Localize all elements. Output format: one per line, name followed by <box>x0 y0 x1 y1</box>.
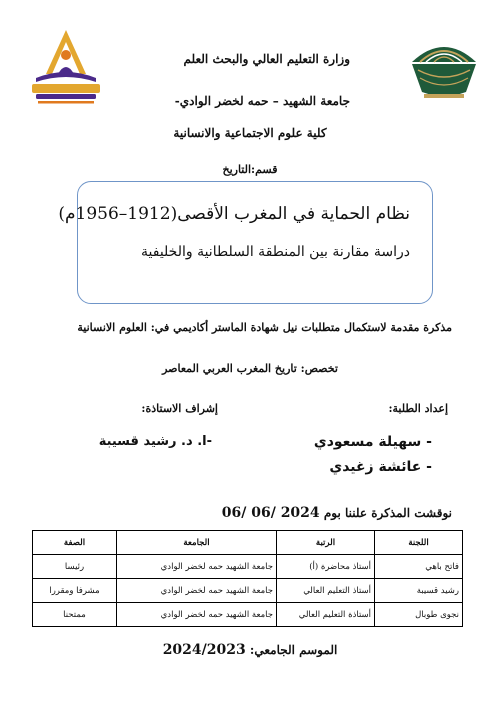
committee-table <box>32 530 463 627</box>
defense-date: 2024 /06 /06 <box>221 505 320 521</box>
member-rank: أستاذة التعليم العالي <box>277 603 375 627</box>
table-row <box>33 555 463 579</box>
thesis-title: نظام الحماية في المغرب الأقصى(1912–1956م) <box>58 204 410 224</box>
faculty-logo <box>18 22 114 106</box>
university-name: جامعة الشهيد – حمه لخضر الوادي- <box>174 94 350 108</box>
students-label: إعداد الطلبة: <box>388 402 448 415</box>
member-name: نجوى طوبال <box>375 603 463 627</box>
defense-text: نوقشت المذكرة علننا بوم <box>323 506 452 520</box>
memo-statement: مذكرة مقدمة لاستكمال متطلبات نيل شهادة الماستر أكاديمي في: العلوم الانسانية <box>77 321 452 334</box>
member-name: فاتح باهي <box>375 555 463 579</box>
column-header: الرتبة <box>277 531 375 555</box>
column-header: الصفة <box>33 531 117 555</box>
university-logo <box>404 26 484 106</box>
academic-year-label: الموسم الجامعي: <box>249 643 338 657</box>
member-rank: أستاذ محاضرة (أ) <box>277 555 375 579</box>
thesis-title-box <box>58 181 433 304</box>
university-logo-graphic <box>404 26 484 106</box>
column-header: الجامعة <box>117 531 277 555</box>
table-row <box>33 579 463 603</box>
member-role: ممتحنا <box>33 603 117 627</box>
academic-year-value: 2024/2023 <box>162 642 246 658</box>
table-row <box>33 603 463 627</box>
ministry-name: وزارة التعليم العالي والبحث العلم <box>183 52 350 66</box>
student-name: - عائشة زغيدي <box>329 459 432 475</box>
column-header: اللجنة <box>375 531 463 555</box>
member-role: مشرفا ومقررا <box>33 579 117 603</box>
department-name: قسم:التاريخ <box>222 163 278 176</box>
faculty-logo-graphic <box>18 22 114 106</box>
thesis-subtitle: دراسة مقارنة بين المنطقة السلطانية والخليفية <box>141 244 410 260</box>
member-rank: أستاذ التعليم العالي <box>277 579 375 603</box>
member-role: رئيسا <box>33 555 117 579</box>
supervisor-name: -ا. د. رشيد قسيبة <box>98 434 212 449</box>
member-university: جامعة الشهيد حمه لخضر الوادي <box>117 579 277 603</box>
specialization: تخصص: تاريخ المغرب العربي المعاصر <box>162 362 338 375</box>
faculty-name: كلية علوم الاجتماعية والانسانية <box>173 126 327 140</box>
member-university: جامعة الشهيد حمه لخضر الوادي <box>117 555 277 579</box>
table-header-row <box>33 531 463 555</box>
member-name: رشيد قسيبة <box>375 579 463 603</box>
academic-year <box>0 642 500 658</box>
supervisor-label: إشراف الاستاذة: <box>141 402 218 415</box>
member-university: جامعة الشهيد حمه لخضر الوادي <box>117 603 277 627</box>
student-name: - سهيلة مسعودي <box>313 434 432 450</box>
defense-date-line <box>222 505 452 521</box>
